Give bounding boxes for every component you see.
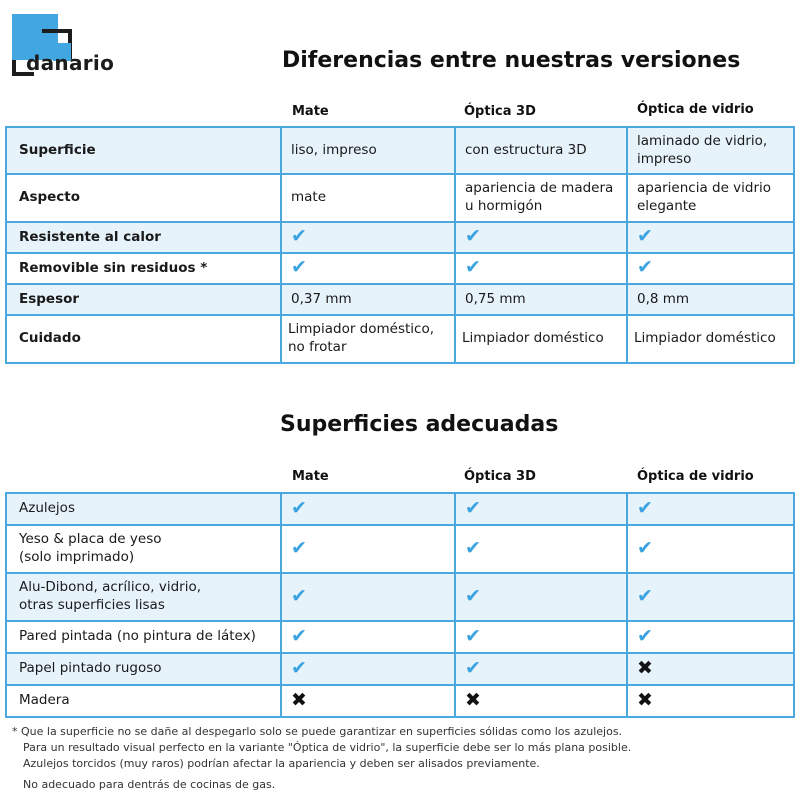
table-row [6,653,794,685]
cell-value: Limpiador doméstico [627,315,794,363]
cell-value: 0,37 mm [281,284,455,315]
checkmark-icon: ✔ [291,584,307,607]
table-row [6,174,794,222]
checkmark-icon: ✔ [637,256,653,279]
checkmark-icon: ✔ [291,256,307,279]
row-label: Aspecto [6,174,281,222]
checkmark-icon: ✔ [465,225,481,248]
checkmark-icon: ✔ [637,225,653,248]
row-label: Superficie [6,127,281,174]
checkmark-icon: ✔ [637,624,653,647]
cross-icon: ✖ [637,656,653,679]
checkmark-icon: ✔ [465,256,481,279]
cell-value: mate [281,174,455,222]
table-row [6,493,794,525]
cell-value: 0,8 mm [627,284,794,315]
table1-col-mate: Mate [292,104,329,119]
cell-value: con estructura 3D [455,127,627,174]
row-label [6,653,281,685]
checkmark-icon: ✔ [291,624,307,647]
checkmark-icon: ✔ [465,584,481,607]
table-row [6,315,794,363]
checkmark-icon: ✔ [291,656,307,679]
table-row [6,621,794,653]
checkmark-icon: ✔ [637,584,653,607]
cell-value: liso, impreso [281,127,455,174]
comparison-table [5,126,795,364]
surfaces-table [5,492,795,718]
cell-value: apariencia de vidrio elegante [627,174,794,222]
table1-col-optica-3d: Óptica 3D [464,104,536,119]
row-label-main: Papel pintado rugoso [19,660,162,677]
checkmark-icon: ✔ [637,496,653,519]
row-label: Resistente al calor [6,222,281,253]
row-label-main: Pared pintada [19,628,113,645]
table2-title: Superficies adecuadas [280,412,559,437]
cross-icon: ✖ [465,688,481,711]
row-label [6,685,281,717]
checkmark-icon: ✔ [637,536,653,559]
table-row [6,284,794,315]
table-row [6,253,794,284]
row-label [6,493,281,525]
cross-icon: ✖ [291,688,307,711]
cell-value: 0,75 mm [455,284,627,315]
table2-col-mate: Mate [292,469,329,484]
table-row [6,127,794,174]
row-label-sub: (no pintura de látex) [116,628,256,645]
checkmark-icon: ✔ [291,536,307,559]
row-label-main: Madera [19,692,70,709]
footnotes [12,724,792,793]
footnote-line: No adecuado para dentrás de cocinas de gas. [23,778,276,791]
row-label-sub: (solo imprimado) [19,549,135,565]
brand-logo [12,14,132,78]
row-label: Cuidado [6,315,281,363]
row-label: Espesor [6,284,281,315]
footnote-line: Azulejos torcidos (muy raros) podrían afectar la apariencia y deben ser alisados previamente. [23,757,540,770]
cell-value: laminado de vidrio, impreso [627,127,794,174]
row-label: Removible sin residuos * [6,253,281,284]
table2-col-optica-vidrio: Óptica de vidrio [637,469,754,484]
checkmark-icon: ✔ [465,496,481,519]
footnote-line: Para un resultado visual perfecto en la variante "Óptica de vidrio", la superficie debe ser lo más plana posible. [23,741,632,754]
checkmark-icon: ✔ [465,536,481,559]
row-label-sub: otras superficies lisas [19,597,165,613]
row-label-main: Alu-Dibond, acrílico, vidrio, [19,579,202,596]
row-label-main: Yeso & placa de yeso [19,531,162,548]
table1-title: Diferencias entre nuestras versiones [282,48,741,73]
table-row [6,222,794,253]
cell-value: Limpiador doméstico [455,315,627,363]
checkmark-icon: ✔ [291,496,307,519]
table2-col-optica-3d: Óptica 3D [464,469,536,484]
checkmark-icon: ✔ [465,656,481,679]
table-row [6,573,794,621]
table1-col-optica-vidrio: Óptica de vidrio [637,102,754,117]
cross-icon: ✖ [637,688,653,711]
logo-wordmark: danario [26,51,115,75]
row-label [6,525,281,573]
row-label [6,621,281,653]
cell-value: apariencia de madera u hormigón [455,174,627,222]
row-label [6,573,281,621]
checkmark-icon: ✔ [291,225,307,248]
table-row [6,685,794,717]
checkmark-icon: ✔ [465,624,481,647]
row-label-main: Azulejos [19,500,75,517]
table-row [6,525,794,573]
cell-value: Limpiador doméstico, no frotar [281,315,455,363]
footnote-line: * Que la superficie no se dañe al despegarlo solo se puede garantizar en superficies sólidas como los azulejos. [12,725,623,738]
